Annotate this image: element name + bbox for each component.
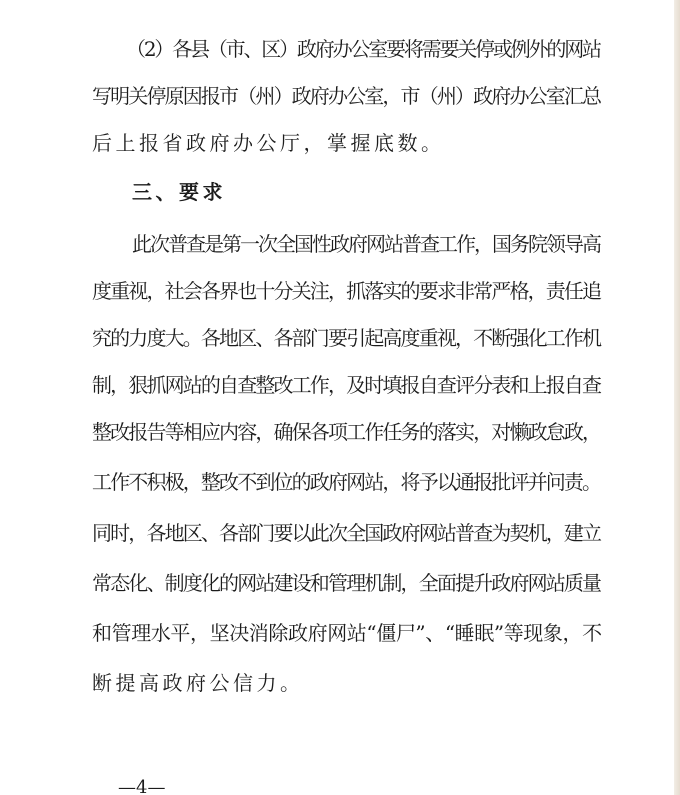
line-text: 度重视，社会各界也十分关注，抓落实的要求非常严格，责任追 <box>92 279 601 303</box>
line-text: 此次普查是第一次全国性政府网站普查工作，国务院领导高 <box>132 232 600 256</box>
paragraph-line <box>0 668 680 698</box>
paragraph-line <box>0 370 680 400</box>
line-text: 断提高政府公信力。 <box>92 671 304 695</box>
line-text: 后上报省政府办公厅，掌握底数。 <box>92 131 445 155</box>
paragraph-line <box>0 81 680 111</box>
paragraph-line <box>0 34 680 64</box>
line-text: 常态化、制度化的网站建设和管理机制，全面提升政府网站质量 <box>92 571 601 595</box>
line-text: 和管理水平，坚决消除政府网站“僵尸”、“睡眠”等现象，不 <box>92 621 602 645</box>
paragraph-line <box>0 128 680 158</box>
heading-text: 三、要求 <box>132 180 226 204</box>
section-heading <box>0 177 680 207</box>
paragraph-line <box>0 518 680 548</box>
line-text: 写明关停原因报市（州）政府办公室，市（州）政府办公室汇总 <box>92 84 601 108</box>
paragraph-line <box>0 568 680 598</box>
line-text: （2）各县（市、区）政府办公室要将需要关停或例外的网站 <box>126 37 600 61</box>
paragraph-line <box>0 417 680 447</box>
line-text: 究的力度大。各地区、各部门要引起高度重视，不断强化工作机 <box>92 326 601 350</box>
line-text: 工作不积极，整改不到位的政府网站，将予以通报批评并问责。 <box>92 470 601 494</box>
paragraph-line <box>0 323 680 353</box>
line-text: 整改报告等相应内容，确保各项工作任务的落实，对懒政怠政， <box>92 420 601 444</box>
paragraph-line <box>0 229 680 259</box>
line-text: 同时，各地区、各部门要以此次全国政府网站普查为契机，建立 <box>92 521 601 545</box>
page-number: —4— <box>118 777 166 795</box>
paragraph-line <box>0 618 680 648</box>
line-text: 制，狠抓网站的自查整改工作，及时填报自查评分表和上报自查 <box>92 373 601 397</box>
paragraph-line <box>0 467 680 497</box>
paragraph-line <box>0 276 680 306</box>
